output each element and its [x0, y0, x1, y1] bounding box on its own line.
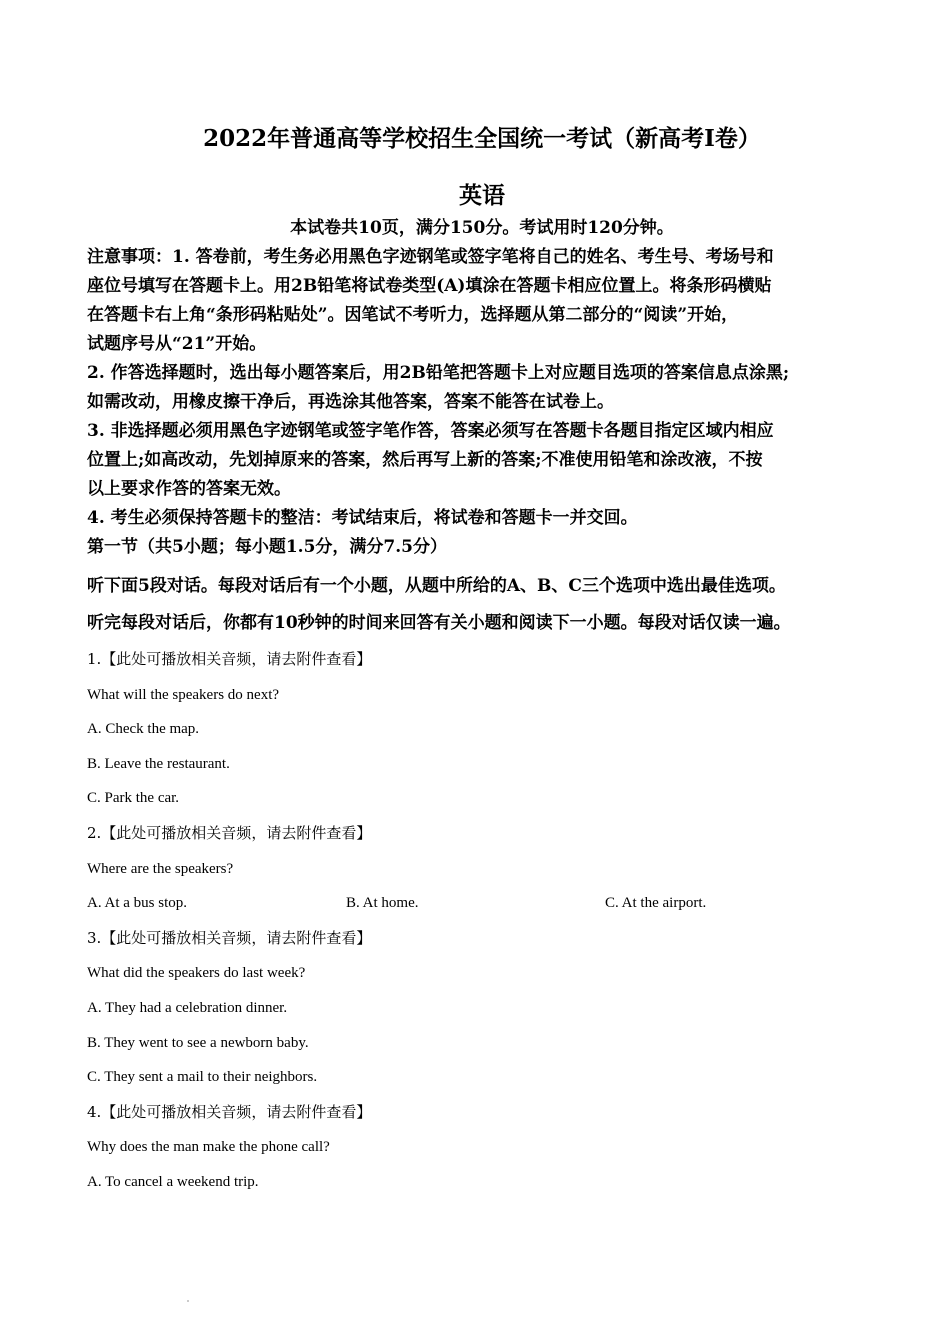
page-marker-dot: [187, 1300, 189, 1302]
audio-note-text: 4.【此处可播放相关音频，请去附件查看】: [87, 1102, 372, 1121]
audio-note[interactable]: [87, 816, 877, 852]
section-instruction: 听完每段对话后，你都有10秒钟的时间来回答有关小题和阅读下一小题。每段对话仅读一遍。: [87, 613, 791, 633]
question-3: [87, 921, 877, 1095]
option-c: C. At the airport.: [605, 895, 707, 912]
question-1: [87, 642, 877, 816]
option-b: B. At home.: [346, 895, 419, 912]
question-2: [87, 816, 877, 921]
notice-line: 2. 作答选择题时，选出每小题答案后，用2B铅笔把答题卡上对应题目选项的答案信息点涂黑;: [87, 363, 790, 383]
option-a: A. At a bus stop.: [87, 895, 188, 912]
notice-line: 位置上;如高改动，先划掉原来的答案，然后再写上新的答案;不准使用铅笔和涂改液，不按: [87, 450, 763, 470]
notice-line: 如需改动，用橡皮擦干净后，再选涂其他答案，答案不能答在试卷上。: [87, 392, 614, 412]
question-prompt: What will the speakers do next?: [87, 686, 280, 703]
notice-line: 座位号填写在答题卡上。用2B铅笔将试卷类型(A)填涂在答题卡相应位置上。将条形码横贴: [87, 276, 772, 296]
notice-block: [87, 243, 877, 533]
question-4: [87, 1095, 877, 1200]
notice-line: 在答题卡右上角“条形码粘贴处”。因笔试不考听力，选择题从第二部分的“阅读”开始，: [87, 305, 739, 325]
exam-title: 2022年普通高等学校招生全国统一考试（新高考Ⅰ卷）: [203, 125, 761, 152]
option-c: C. They sent a mail to their neighbors.: [87, 1069, 318, 1086]
audio-note[interactable]: [87, 1095, 877, 1131]
section-heading: 第一节（共5小题；每小题1.5分，满分7.5分）: [87, 537, 447, 557]
option-c: C. Park the car.: [87, 790, 180, 807]
subject-heading: 英语: [459, 182, 505, 209]
notice-line: 注意事项：1. 答卷前，考生务必用黑色字迹钢笔或签字笔将自己的姓名、考生号、考场号和: [87, 247, 774, 267]
exam-page: [87, 118, 877, 1200]
option-b: B. They went to see a newborn baby.: [87, 1034, 309, 1051]
audio-note-text: 3.【此处可播放相关音频，请去附件查看】: [87, 928, 372, 947]
audio-note-text: 1.【此处可播放相关音频，请去附件查看】: [87, 650, 372, 668]
audio-note-text: 2.【此处可播放相关音频，请去附件查看】: [87, 823, 372, 842]
audio-note[interactable]: [87, 921, 877, 957]
exam-summary: 本试卷共10页，满分150分。考试用时120分钟。: [290, 218, 674, 238]
option-a: A. Check the map.: [87, 721, 200, 738]
question-prompt: Why does the man make the phone call?: [87, 1139, 330, 1156]
options-row: [87, 886, 877, 921]
audio-note[interactable]: [87, 642, 877, 678]
option-a: A. To cancel a weekend trip.: [87, 1173, 259, 1190]
question-prompt: Where are the speakers?: [87, 860, 234, 877]
section-instruction: 听下面5段对话。每段对话后有一个小题，从题中所给的A、B、C三个选项中选出最佳选项。: [87, 576, 786, 596]
notice-line: 3. 非选择题必须用黑色字迹钢笔或签字笔作答，答案必须写在答题卡各题目指定区域内相应: [87, 421, 774, 441]
option-a: A. They had a celebration dinner.: [87, 999, 288, 1016]
question-prompt: What did the speakers do last week?: [87, 965, 306, 982]
option-b: B. Leave the restaurant.: [87, 755, 230, 772]
notice-line: 试题序号从“21”开始。: [87, 334, 267, 354]
notice-line: 以上要求作答的答案无效。: [87, 479, 291, 499]
notice-line: 4. 考生必须保持答题卡的整洁：考试结束后，将试卷和答题卡一并交回。: [87, 508, 638, 528]
